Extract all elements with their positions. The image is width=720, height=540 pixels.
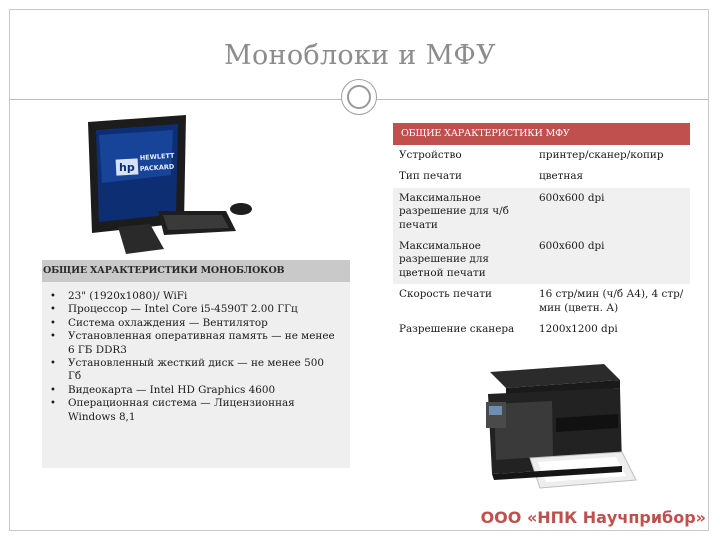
mfu-spec-table bbox=[393, 123, 690, 340]
hp-logo-text: hp bbox=[119, 161, 135, 174]
mfu-spec-heading: ОБЩИЕ ХАРАКТЕРИСТИКИ МФУ bbox=[393, 123, 690, 145]
table-row bbox=[393, 188, 690, 236]
table-row bbox=[393, 166, 690, 187]
table-cell-label: Тип печати bbox=[399, 170, 462, 183]
table-cell-value: 1200x1200 dpi bbox=[539, 323, 618, 336]
ring-ornament-icon bbox=[341, 79, 377, 115]
table-cell-label: Устройство bbox=[399, 149, 462, 161]
all-in-one-spec-panel bbox=[42, 260, 350, 468]
all-in-one-computer-image bbox=[42, 115, 264, 260]
table-row bbox=[393, 236, 690, 284]
svg-text:HEWLETT: HEWLETT bbox=[139, 151, 175, 162]
list-item: • Видеокарта — Intel HD Graphics 4600 bbox=[50, 384, 340, 397]
table-cell-label: Максимальное разрешение для ч/б печати bbox=[399, 191, 509, 231]
all-in-one-spec-list bbox=[42, 290, 350, 424]
all-in-one-spec-heading: ОБЩИЕ ХАРАКТЕРИСТИКИ МОНОБЛОКОВ bbox=[42, 260, 350, 282]
table-cell-value: 600x600 dpi bbox=[539, 191, 605, 204]
list-item: • Процессор — Intel Core i5-4590T 2.00 ГГц bbox=[50, 303, 340, 316]
table-cell-value: 600x600 dpi bbox=[539, 240, 605, 253]
slide-title: Моноблоки и МФУ bbox=[224, 40, 496, 71]
mfu-printer-image bbox=[470, 358, 638, 502]
list-item: • 23" (1920х1080)/ WiFi bbox=[50, 290, 340, 303]
table-cell-value: цветная bbox=[539, 170, 584, 183]
list-item: • Установленный жесткий диск — не менее 500 Гб bbox=[50, 357, 340, 384]
table-row bbox=[393, 284, 690, 319]
table-cell-label: Скорость печати bbox=[399, 288, 492, 301]
table-cell-label: Максимальное разрешение для цветной печати bbox=[399, 240, 489, 279]
table-cell-value: принтер/сканер/копир bbox=[539, 149, 664, 161]
list-item: • Операционная система — Лицензионная Windows 8,1 bbox=[50, 397, 340, 424]
table-cell-value: 16 стр/мин (ч/б А4), 4 стр/мин (цветн. А) bbox=[539, 288, 684, 314]
table-cell-label: Разрешение сканера bbox=[399, 323, 515, 336]
list-item: • Система охлаждения — Вентилятор bbox=[50, 317, 340, 330]
svg-text:PACKARD: PACKARD bbox=[139, 162, 175, 173]
table-row bbox=[393, 145, 690, 166]
company-name: ООО «НПК Научприбор» bbox=[480, 508, 706, 527]
list-item: • Установленная оперативная память — не менее 6 ГБ DDR3 bbox=[50, 330, 340, 357]
table-row bbox=[393, 319, 690, 340]
